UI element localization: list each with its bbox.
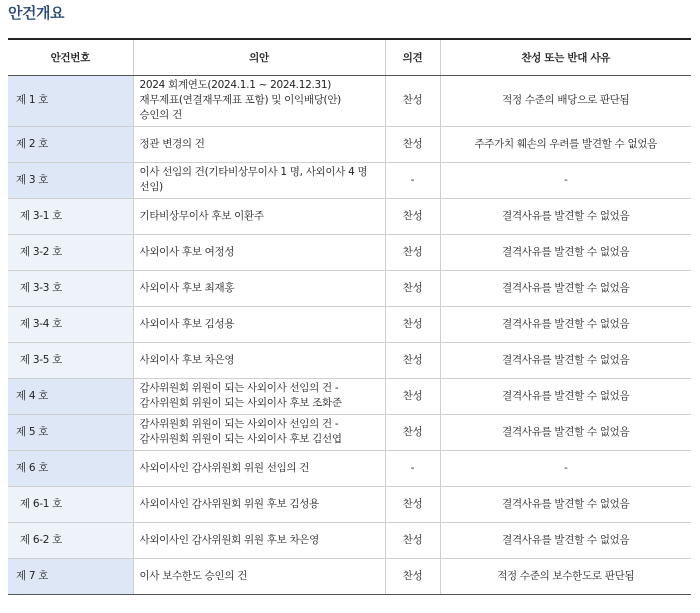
agenda-number-cell: 제 3-2 호 — [8, 234, 133, 270]
opinion-cell: 찬성 — [385, 75, 440, 126]
table-body — [8, 75, 691, 594]
header-opinion: 의견 — [385, 39, 440, 75]
agenda-cell: 기타비상무이사 후보 이환주 — [133, 198, 385, 234]
opinion-cell: 찬성 — [385, 126, 440, 162]
table-row — [8, 126, 691, 162]
opinion-cell: 찬성 — [385, 414, 440, 450]
table-row — [8, 306, 691, 342]
table-row — [8, 342, 691, 378]
agenda-cell: 사외이사 후보 김성용 — [133, 306, 385, 342]
opinion-cell: 찬성 — [385, 306, 440, 342]
table-row — [8, 486, 691, 522]
agenda-cell: 사외이사 후보 최재홍 — [133, 270, 385, 306]
reason-cell: 결격사유를 발견할 수 없었음 — [440, 486, 691, 522]
agenda-cell: 사외이사인 감사위원회 위원 선임의 건 — [133, 450, 385, 486]
table-row — [8, 522, 691, 558]
opinion-cell: 찬성 — [385, 198, 440, 234]
opinion-cell: 찬성 — [385, 378, 440, 414]
reason-cell: 결격사유를 발견할 수 없었음 — [440, 522, 691, 558]
agenda-number-cell: 제 6-1 호 — [8, 486, 133, 522]
opinion-cell: 찬성 — [385, 558, 440, 594]
agenda-number-cell: 제 3-1 호 — [8, 198, 133, 234]
table-row — [8, 270, 691, 306]
agenda-number-cell: 제 4 호 — [8, 378, 133, 414]
agenda-cell: 사외이사인 감사위원회 위원 후보 김성용 — [133, 486, 385, 522]
agenda-number-cell: 제 7 호 — [8, 558, 133, 594]
agenda-number-cell: 제 6-2 호 — [8, 522, 133, 558]
opinion-cell: 찬성 — [385, 342, 440, 378]
agenda-cell: 이사 선임의 건(기타비상무이사 1 명, 사외이사 4 명 선임) — [133, 162, 385, 198]
opinion-cell: 찬성 — [385, 486, 440, 522]
table-row — [8, 558, 691, 594]
header-agenda-number: 안건번호 — [8, 39, 133, 75]
reason-cell: 결격사유를 발견할 수 없었음 — [440, 414, 691, 450]
opinion-cell: - — [385, 162, 440, 198]
agenda-cell: 사외이사 후보 차은영 — [133, 342, 385, 378]
agenda-cell: 사외이사 후보 여정성 — [133, 234, 385, 270]
agenda-cell: 정관 변경의 건 — [133, 126, 385, 162]
table-row — [8, 234, 691, 270]
reason-cell: - — [440, 162, 691, 198]
header-agenda: 의안 — [133, 39, 385, 75]
reason-cell: 적정 수준의 배당으로 판단됨 — [440, 75, 691, 126]
reason-cell: 결격사유를 발견할 수 없었음 — [440, 234, 691, 270]
reason-cell: 결격사유를 발견할 수 없었음 — [440, 378, 691, 414]
opinion-cell: 찬성 — [385, 270, 440, 306]
agenda-cell: 이사 보수한도 승인의 건 — [133, 558, 385, 594]
agenda-cell: 2024 회계연도(2024.1.1 ~ 2024.12.31) 재무제표(연결재무제표 포함) 및 이익배당(안) 승인의 건 — [133, 75, 385, 126]
reason-cell: 적정 수준의 보수한도로 판단됨 — [440, 558, 691, 594]
agenda-number-cell: 제 3-4 호 — [8, 306, 133, 342]
agenda-table — [8, 38, 691, 595]
agenda-number-cell: 제 1 호 — [8, 75, 133, 126]
reason-cell: 결격사유를 발견할 수 없었음 — [440, 270, 691, 306]
table-row — [8, 75, 691, 126]
table-row — [8, 162, 691, 198]
agenda-number-cell: 제 2 호 — [8, 126, 133, 162]
table-row — [8, 198, 691, 234]
agenda-number-cell: 제 6 호 — [8, 450, 133, 486]
header-reason: 찬성 또는 반대 사유 — [440, 39, 691, 75]
agenda-number-cell: 제 3-5 호 — [8, 342, 133, 378]
table-row — [8, 378, 691, 414]
agenda-cell: 감사위원회 위원이 되는 사외이사 선임의 건 - 감사위원회 위원이 되는 사외이사 후보 김선엽 — [133, 414, 385, 450]
table-header-row — [8, 39, 691, 75]
opinion-cell: - — [385, 450, 440, 486]
reason-cell: 결격사유를 발견할 수 없었음 — [440, 306, 691, 342]
reason-cell: 결격사유를 발견할 수 없었음 — [440, 198, 691, 234]
table-row — [8, 414, 691, 450]
page-title: 안건개요 — [8, 4, 64, 22]
opinion-cell: 찬성 — [385, 234, 440, 270]
agenda-number-cell: 제 3-3 호 — [8, 270, 133, 306]
reason-cell: - — [440, 450, 691, 486]
opinion-cell: 찬성 — [385, 522, 440, 558]
agenda-number-cell: 제 5 호 — [8, 414, 133, 450]
reason-cell: 결격사유를 발견할 수 없었음 — [440, 342, 691, 378]
agenda-number-cell: 제 3 호 — [8, 162, 133, 198]
table-row — [8, 450, 691, 486]
reason-cell: 주주가치 훼손의 우려를 발견할 수 없었음 — [440, 126, 691, 162]
agenda-cell: 사외이사인 감사위원회 위원 후보 차은영 — [133, 522, 385, 558]
agenda-cell: 감사위원회 위원이 되는 사외이사 선임의 건 - 감사위원회 위원이 되는 사외이사 후보 조화준 — [133, 378, 385, 414]
